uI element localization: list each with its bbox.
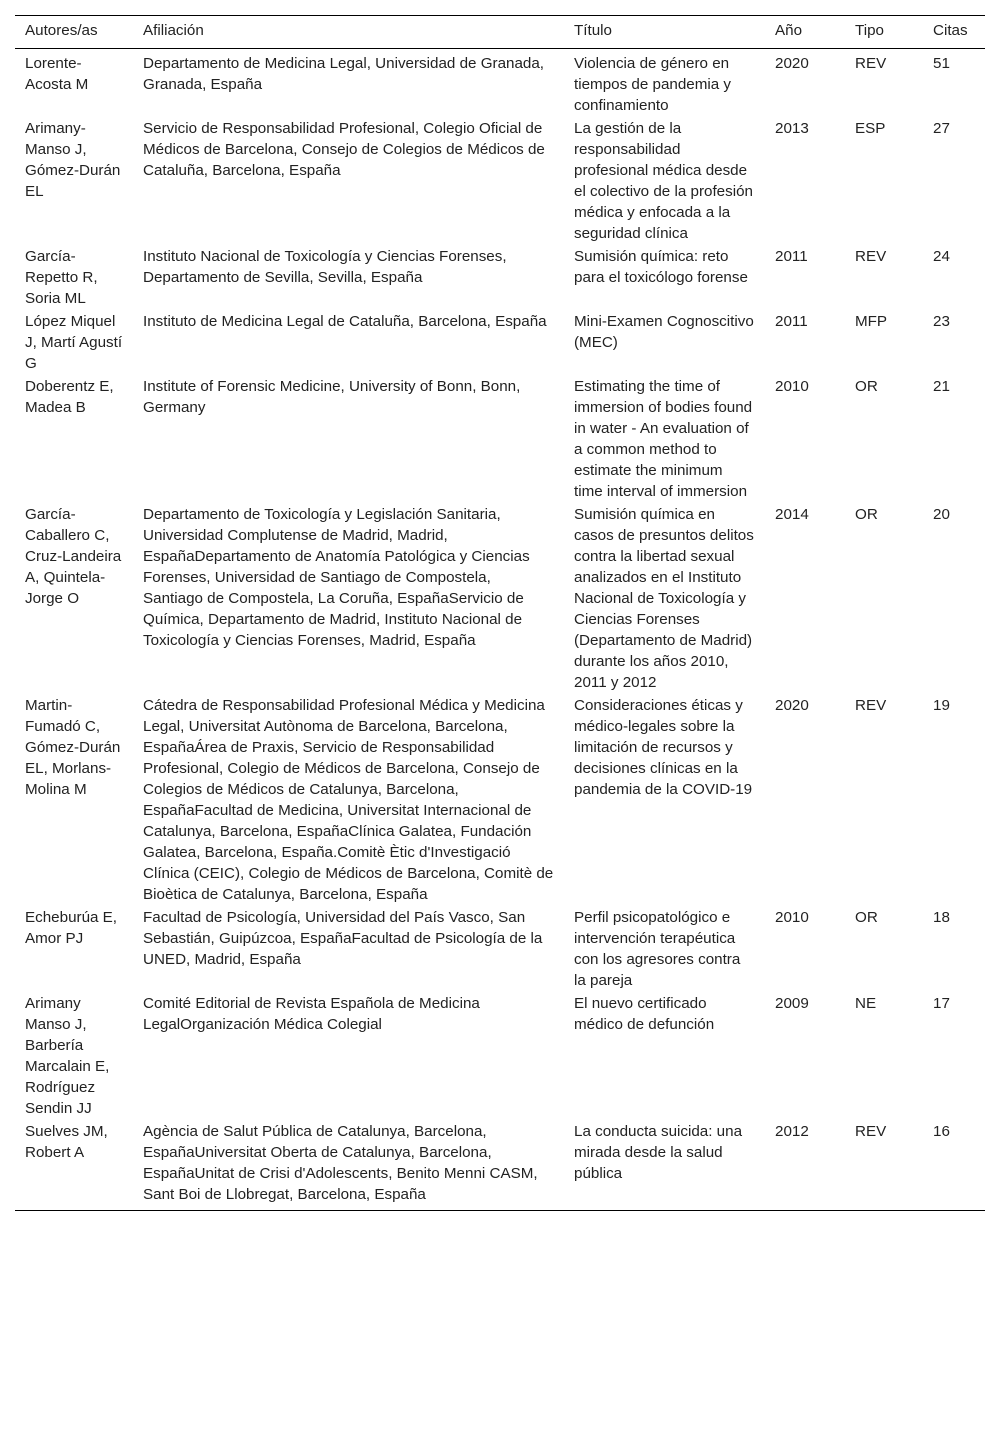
cell-anio: 2014 [775,506,809,523]
cell-afiliacion: Departamento de Medicina Legal, Universidad de Granada, Granada, España [143,55,545,93]
cell-tipo: MFP [855,313,888,330]
cell-citas: 24 [933,248,950,265]
cell-citas: 18 [933,909,950,926]
cell-tipo: REV [855,55,887,72]
cell-afiliacion: Departamento de Toxicología y Legislación Sanitaria, Universidad Complutense de Madrid, Madrid, EspañaDepartamento de Anatomía Patológica y Ciencias Forenses, Universidad de Santiago de Compostela, Santiago de Compostela, La Coruña, EspañaServicio de Química, Departamento de Madrid, Instituto Nacional de Toxicología y Ciencias Forenses, Madrid, España [143,506,530,649]
cell-anio: 2012 [775,1123,809,1140]
table-row [15,906,985,992]
cell-tipo: OR [855,909,878,926]
header-afiliacion: Afiliación [143,22,204,39]
cell-titulo: El nuevo certificado médico de defunción [574,995,715,1033]
cell-titulo: Consideraciones éticas y médico-legales sobre la limitación de recursos y decisiones clínicas en la pandemia de la COVID-19 [574,697,753,798]
cell-anio: 2010 [775,378,809,395]
cell-afiliacion: Institute of Forensic Medicine, University of Bonn, Bonn, Germany [143,378,521,416]
table-row [15,117,985,245]
cell-anio: 2011 [775,248,808,265]
cell-autores: Suelves JM, Robert A [25,1123,108,1161]
header-row [15,16,985,49]
cell-anio: 2010 [775,909,809,926]
citations-table [15,15,985,1211]
cell-anio: 2009 [775,995,809,1012]
table-row [15,310,985,375]
cell-autores: Martin-Fumadó C, Gómez-Durán EL, Morlans-Molina M [25,697,121,798]
cell-autores: Arimany-Manso J, Gómez-Durán EL [25,120,121,200]
cell-autores: García-Caballero C, Cruz-Landeira A, Quintela-Jorge O [25,506,122,607]
cell-afiliacion: Instituto de Medicina Legal de Cataluña, Barcelona, España [143,313,547,330]
table-row [15,694,985,906]
cell-tipo: REV [855,248,887,265]
cell-afiliacion: Agència de Salut Pública de Catalunya, Barcelona, EspañaUniversitat Oberta de Catalunya, Barcelona, EspañaUnitat de Crisi d'Adolescents, Benito Menni CASM, Sant Boi de Llobregat, Barcelona, España [143,1123,538,1203]
cell-afiliacion: Facultad de Psicología, Universidad del País Vasco, San Sebastián, Guipúzcoa, EspañaFacultad de Psicología de la UNED, Madrid, España [143,909,543,968]
cell-citas: 16 [933,1123,950,1140]
cell-anio: 2020 [775,697,809,714]
cell-citas: 17 [933,995,950,1012]
table-row [15,245,985,310]
cell-autores: Arimany Manso J, Barbería Marcalain E, Rodríguez Sendin JJ [25,995,110,1117]
cell-anio: 2020 [775,55,809,72]
cell-tipo: OR [855,506,878,523]
table-row [15,992,985,1120]
header-tipo: Tipo [855,22,884,39]
cell-titulo: Sumisión química: reto para el toxicólogo forense [574,248,748,286]
header-citas: Citas [933,22,968,39]
cell-autores: López Miquel J, Martí Agustí G [25,313,123,372]
header-anio: Año [775,22,803,39]
cell-autores: Lorente-Acosta M [25,55,89,93]
table-body [15,49,985,1211]
table-row [15,49,985,118]
cell-citas: 19 [933,697,950,714]
table-row [15,503,985,694]
cell-citas: 23 [933,313,950,330]
cell-tipo: OR [855,378,878,395]
cell-titulo: Sumisión química en casos de presuntos delitos contra la libertad sexual analizados en el Instituto Nacional de Toxicología y Ciencias Forenses (Departamento de Madrid) durante los años 2010, 2011 y 2012 [574,506,754,691]
cell-titulo: Violencia de género en tiempos de pandemia y confinamiento [574,55,732,114]
table-header [15,16,985,49]
cell-titulo: Estimating the time of immersion of bodies found in water - An evaluation of a common method to estimate the minimum time interval of immersion [574,378,753,500]
table-row [15,375,985,503]
cell-titulo: Perfil psicopatológico e intervención terapéutica con los agresores contra la pareja [574,909,741,989]
cell-titulo: Mini-Examen Cognoscitivo (MEC) [574,313,754,351]
cell-afiliacion: Cátedra de Responsabilidad Profesional Médica y Medicina Legal, Universitat Autònoma de Barcelona, Barcelona, EspañaÁrea de Praxis, Servicio de Responsabilidad Profesional, Colegio de Médicos de Barcelona, Consejo de Colegios de Médicos de Catalunya, Barcelona, EspañaFacultad de Medicina, Universitat Internacional de Catalunya, Barcelona, EspañaClínica Galatea, Fundación Galatea, Barcelona, España.Comitè Ètic d'Investigació Clínica (CEIC), Colegio de Médicos de Barcelona, Comitè de Bioètica de Catalunya, Barcelona, España [143,697,554,903]
cell-tipo: REV [855,697,887,714]
cell-anio: 2011 [775,313,808,330]
cell-citas: 21 [933,378,950,395]
cell-tipo: ESP [855,120,886,137]
cell-titulo: La conducta suicida: una mirada desde la salud pública [574,1123,743,1182]
cell-afiliacion: Instituto Nacional de Toxicología y Ciencias Forenses, Departamento de Sevilla, Sevilla, España [143,248,507,286]
cell-autores: Echeburúa E, Amor PJ [25,909,118,947]
cell-titulo: La gestión de la responsabilidad profesional médica desde el colectivo de la profesión médica y enfocada a la seguridad clínica [574,120,753,242]
cell-afiliacion: Servicio de Responsabilidad Profesional, Colegio Oficial de Médicos de Barcelona, Consejo de Colegios de Médicos de Cataluña, Barcelona, España [143,120,545,179]
header-autores: Autores/as [25,22,98,39]
cell-autores: García-Repetto R, Soria ML [25,248,98,307]
header-titulo: Título [574,22,612,39]
cell-afiliacion: Comité Editorial de Revista Española de Medicina LegalOrganización Médica Colegial [143,995,480,1033]
cell-autores: Doberentz E, Madea B [25,378,114,416]
cell-citas: 27 [933,120,950,137]
cell-tipo: NE [855,995,877,1012]
cell-citas: 20 [933,506,950,523]
table-row [15,1120,985,1211]
cell-citas: 51 [933,55,950,72]
cell-tipo: REV [855,1123,887,1140]
cell-anio: 2013 [775,120,809,137]
